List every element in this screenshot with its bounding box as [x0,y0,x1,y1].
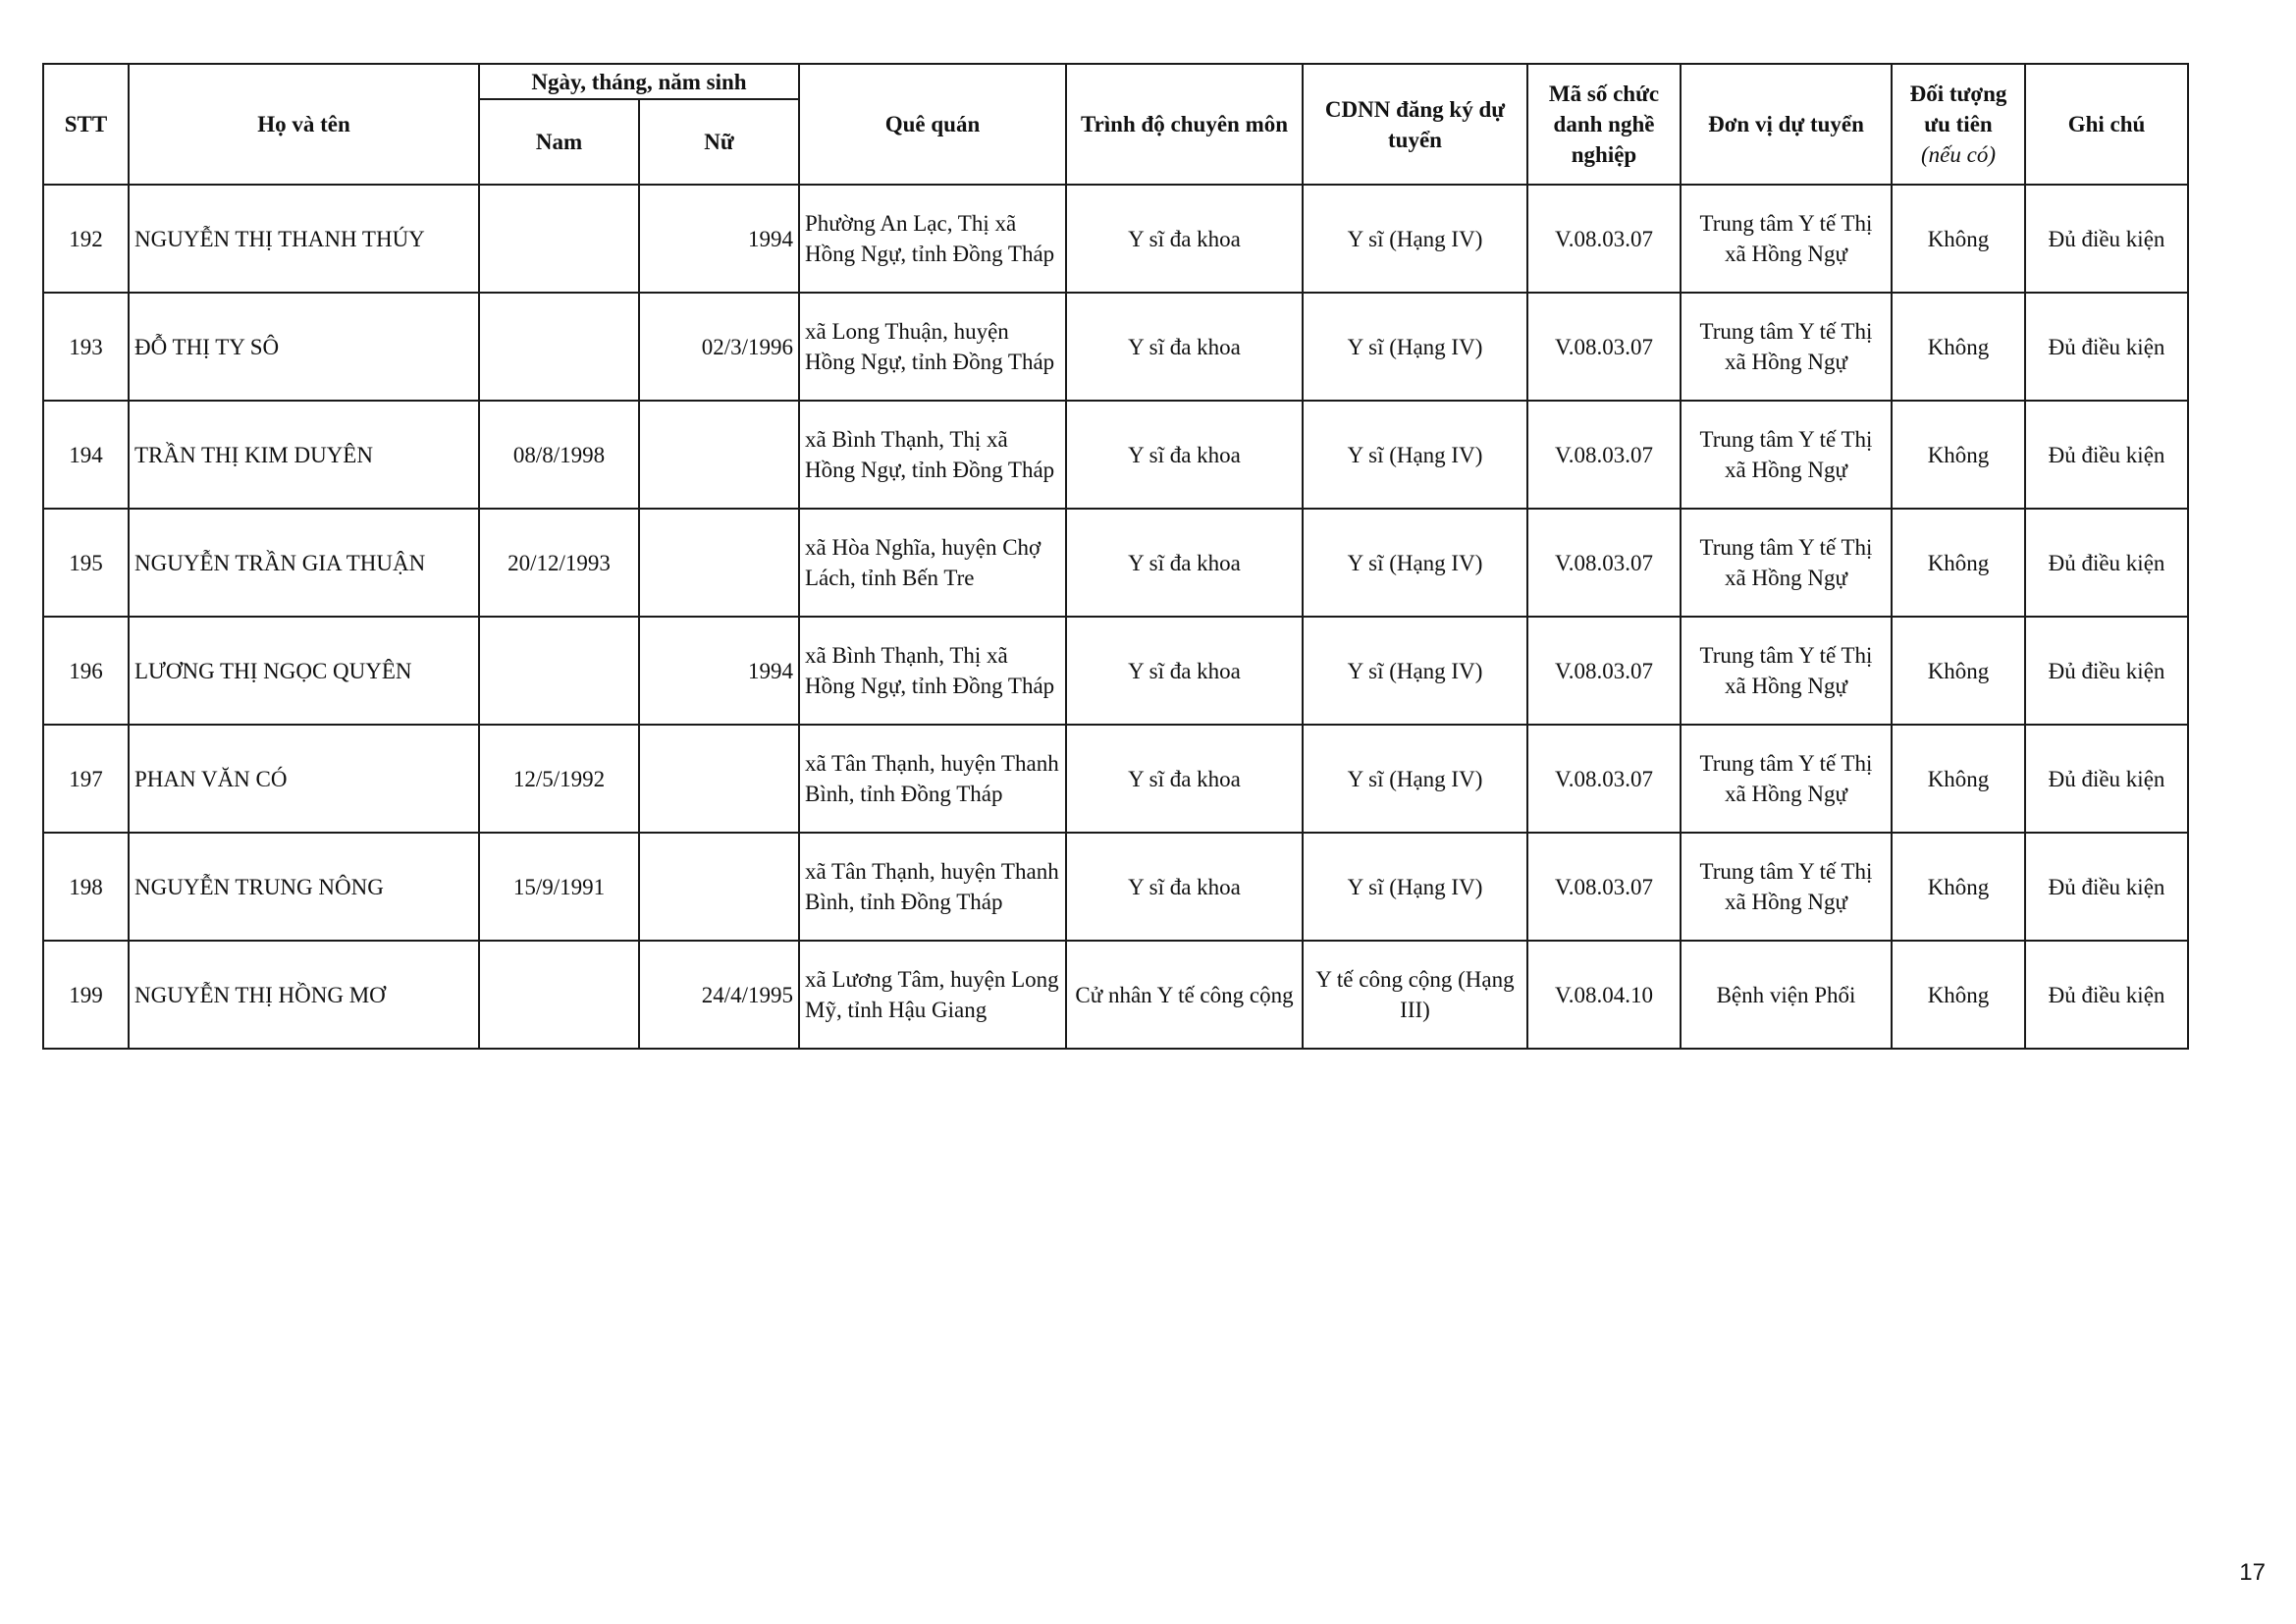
cell-priority: Không [1892,833,2025,941]
cell-hometown: xã Long Thuận, huyện Hồng Ngự, tỉnh Đồng Tháp [799,293,1066,401]
cell-code: V.08.03.07 [1527,401,1681,509]
header-hometown: Quê quán [799,64,1066,185]
header-name: Họ và tên [129,64,479,185]
cell-cdnn: Y sĩ (Hạng IV) [1303,509,1527,617]
header-priority-label: Đối tượng ưu tiên [1909,81,2007,136]
cell-priority: Không [1892,185,2025,293]
cell-female: 24/4/1995 [639,941,799,1049]
header-priority [1892,64,2025,185]
cell-male: 12/5/1992 [479,725,639,833]
cell-code: V.08.04.10 [1527,941,1681,1049]
cell-name: NGUYỄN TRUNG NÔNG [129,833,479,941]
cell-notes: Đủ điều kiện [2025,401,2188,509]
cell-male: 20/12/1993 [479,509,639,617]
cell-unit: Trung tâm Y tế Thị xã Hồng Ngự [1681,617,1892,725]
cell-notes: Đủ điều kiện [2025,833,2188,941]
cell-name: NGUYỄN TRẦN GIA THUẬN [129,509,479,617]
cell-code: V.08.03.07 [1527,833,1681,941]
cell-qualification: Y sĩ đa khoa [1066,401,1303,509]
table-row [43,185,2188,293]
cell-notes: Đủ điều kiện [2025,293,2188,401]
cell-priority: Không [1892,617,2025,725]
header-code: Mã số chức danh nghề nghiệp [1527,64,1681,185]
page-number: 17 [2239,1559,2266,1586]
cell-cdnn: Y sĩ (Hạng IV) [1303,401,1527,509]
cell-female: 1994 [639,617,799,725]
table-row [43,725,2188,833]
cell-unit: Trung tâm Y tế Thị xã Hồng Ngự [1681,293,1892,401]
table-row [43,617,2188,725]
cell-hometown: xã Tân Thạnh, huyện Thanh Bình, tỉnh Đồng Tháp [799,833,1066,941]
header-dob-group: Ngày, tháng, năm sinh [479,64,799,99]
cell-qualification: Y sĩ đa khoa [1066,509,1303,617]
cell-stt: 192 [43,185,129,293]
cell-unit: Trung tâm Y tế Thị xã Hồng Ngự [1681,509,1892,617]
cell-male [479,617,639,725]
cell-hometown: xã Bình Thạnh, Thị xã Hồng Ngự, tỉnh Đồng Tháp [799,401,1066,509]
cell-cdnn: Y sĩ (Hạng IV) [1303,185,1527,293]
cell-unit: Trung tâm Y tế Thị xã Hồng Ngự [1681,833,1892,941]
cell-female [639,725,799,833]
cell-unit: Trung tâm Y tế Thị xã Hồng Ngự [1681,185,1892,293]
cell-priority: Không [1892,293,2025,401]
cell-qualification: Y sĩ đa khoa [1066,833,1303,941]
cell-cdnn: Y sĩ (Hạng IV) [1303,833,1527,941]
header-unit: Đơn vị dự tuyển [1681,64,1892,185]
cell-code: V.08.03.07 [1527,185,1681,293]
cell-female [639,833,799,941]
cell-unit: Bệnh viện Phổi [1681,941,1892,1049]
cell-male [479,293,639,401]
cell-hometown: xã Tân Thạnh, huyện Thanh Bình, tỉnh Đồng Tháp [799,725,1066,833]
cell-notes: Đủ điều kiện [2025,725,2188,833]
cell-notes: Đủ điều kiện [2025,509,2188,617]
cell-name: NGUYỄN THỊ HỒNG MƠ [129,941,479,1049]
cell-male: 15/9/1991 [479,833,639,941]
cell-qualification: Y sĩ đa khoa [1066,185,1303,293]
cell-notes: Đủ điều kiện [2025,617,2188,725]
header-priority-note: (nếu có) [1921,142,1996,167]
cell-name: TRẦN THỊ KIM DUYÊN [129,401,479,509]
header-cdnn: CDNN đăng ký dự tuyển [1303,64,1527,185]
header-female: Nữ [639,99,799,185]
cell-name: NGUYỄN THỊ THANH THÚY [129,185,479,293]
table-row [43,833,2188,941]
cell-stt: 195 [43,509,129,617]
header-qualification: Trình độ chuyên môn [1066,64,1303,185]
cell-stt: 199 [43,941,129,1049]
cell-name: LƯƠNG THỊ NGỌC QUYÊN [129,617,479,725]
cell-male: 08/8/1998 [479,401,639,509]
cell-priority: Không [1892,509,2025,617]
cell-code: V.08.03.07 [1527,293,1681,401]
cell-name: ĐỖ THỊ TY SÔ [129,293,479,401]
cell-stt: 197 [43,725,129,833]
header-notes: Ghi chú [2025,64,2188,185]
cell-female: 02/3/1996 [639,293,799,401]
cell-qualification: Y sĩ đa khoa [1066,725,1303,833]
table-row [43,293,2188,401]
cell-priority: Không [1892,725,2025,833]
cell-code: V.08.03.07 [1527,617,1681,725]
cell-unit: Trung tâm Y tế Thị xã Hồng Ngự [1681,725,1892,833]
cell-notes: Đủ điều kiện [2025,185,2188,293]
cell-male [479,185,639,293]
cell-code: V.08.03.07 [1527,509,1681,617]
cell-female [639,401,799,509]
header-row-top [43,64,2188,99]
table-row [43,401,2188,509]
cell-unit: Trung tâm Y tế Thị xã Hồng Ngự [1681,401,1892,509]
cell-qualification: Y sĩ đa khoa [1066,293,1303,401]
cell-name: PHAN VĂN CÓ [129,725,479,833]
cell-stt: 194 [43,401,129,509]
cell-code: V.08.03.07 [1527,725,1681,833]
cell-hometown: xã Hòa Nghĩa, huyện Chợ Lách, tỉnh Bến Tre [799,509,1066,617]
cell-cdnn: Y sĩ (Hạng IV) [1303,617,1527,725]
cell-hometown: xã Bình Thạnh, Thị xã Hồng Ngự, tỉnh Đồng Tháp [799,617,1066,725]
header-stt: STT [43,64,129,185]
cell-stt: 198 [43,833,129,941]
cell-male [479,941,639,1049]
cell-cdnn: Y sĩ (Hạng IV) [1303,293,1527,401]
cell-hometown: xã Lương Tâm, huyện Long Mỹ, tỉnh Hậu Giang [799,941,1066,1049]
cell-priority: Không [1892,941,2025,1049]
cell-female: 1994 [639,185,799,293]
cell-stt: 196 [43,617,129,725]
candidate-table [42,63,2189,1050]
cell-female [639,509,799,617]
cell-cdnn: Y tế công cộng (Hạng III) [1303,941,1527,1049]
cell-priority: Không [1892,401,2025,509]
header-male: Nam [479,99,639,185]
cell-hometown: Phường An Lạc, Thị xã Hồng Ngự, tỉnh Đồng Tháp [799,185,1066,293]
cell-qualification: Y sĩ đa khoa [1066,617,1303,725]
cell-cdnn: Y sĩ (Hạng IV) [1303,725,1527,833]
cell-qualification: Cử nhân Y tế công cộng [1066,941,1303,1049]
cell-notes: Đủ điều kiện [2025,941,2188,1049]
cell-stt: 193 [43,293,129,401]
table-row [43,941,2188,1049]
table-row [43,509,2188,617]
table-body [43,185,2188,1049]
